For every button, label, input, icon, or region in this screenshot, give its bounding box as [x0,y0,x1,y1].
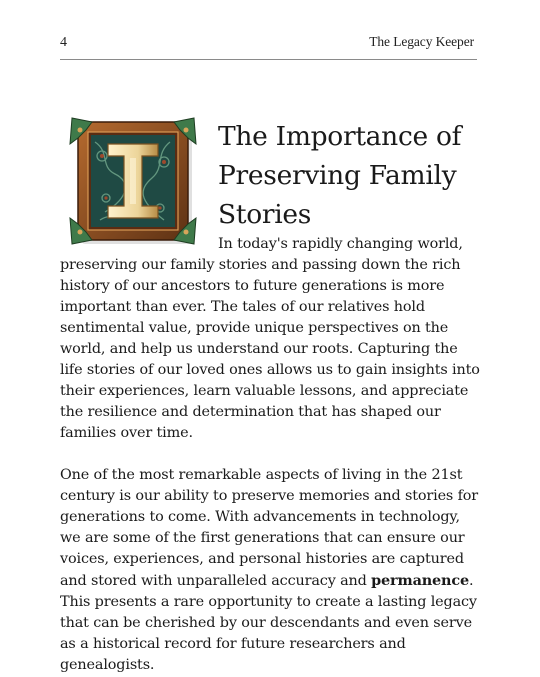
body-paragraph [60,465,480,676]
illuminated-initial-icon [60,112,208,247]
paragraph-text: One of the most remarkable aspects of living in the 21st century is our ability to preserve memories and stories for generations to come. With advancements in technology, we are some of the first generations that can ensure our voices, experiences, and personal histories are captured and stored with unparalleled accuracy and [60,467,479,589]
paragraph-text: . This presents a rare opportunity to create a lasting legacy that can be cherished by our descendants and even serve as a historical record for future researchers and genealogists. [60,573,477,673]
chapter-content [60,112,480,676]
emphasized-word: permanence [371,572,469,589]
running-title: The Legacy Keeper [369,34,474,49]
page-header [60,33,477,60]
page-number: 4 [60,35,67,50]
body-paragraph: In today's rapidly changing world, preserving our family stories and passing down the rich history of our ancestors to future generations is more important than ever. The tales of our relatives hold sentimental value, provide unique perspectives on the world, and help us understand our roots. Capturing the life stories of our loved ones allows us to gain insights into their experiences, learn valuable lessons, and appreciate the resilience and determination that has shaped our families over time. [60,236,480,441]
chapter-title: The Importance of Preserving Family Stories [218,121,462,230]
